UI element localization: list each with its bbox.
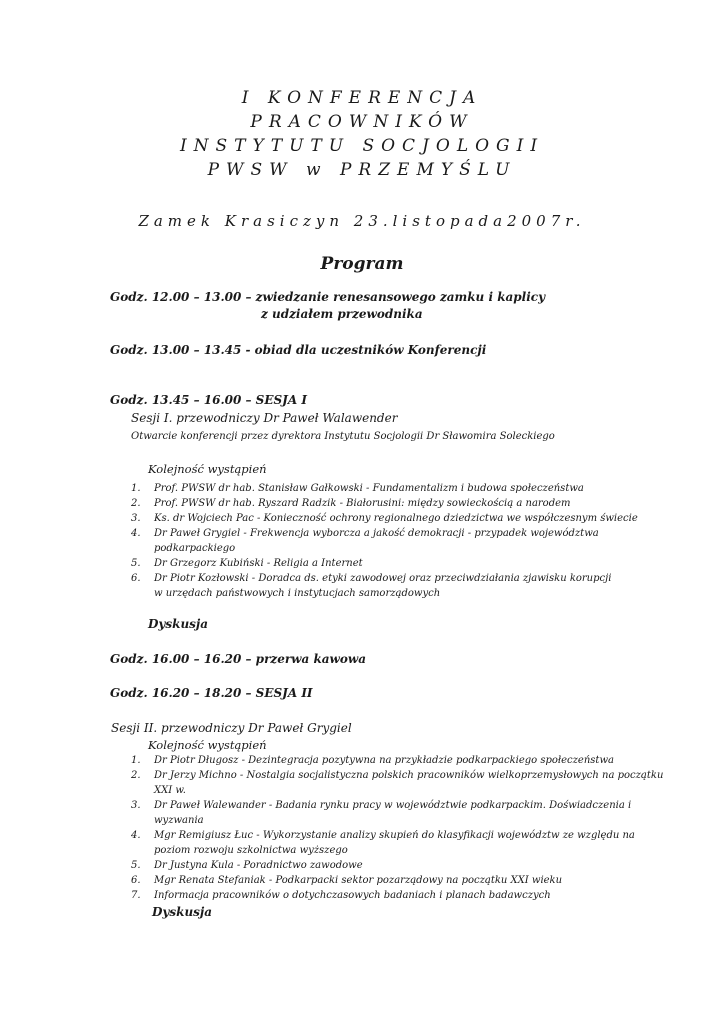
- session-1-talk-1-number: 1.: [131, 483, 141, 494]
- session-1-talk-4-line2: podkarpackiego: [154, 543, 236, 554]
- session-1-talk-6-line2: w urzędach państwowych i instytucjach samorządowych: [154, 588, 441, 599]
- session-2-talk-4-line2: poziom rozwoju szkolnictwa wyższego: [154, 845, 348, 856]
- session-1-talk-5: Dr Grzegorz Kubiński - Religia a Internet: [154, 558, 363, 569]
- program-heading: Program: [320, 254, 404, 274]
- title-line-1: I KONFERENCJA: [241, 88, 483, 108]
- session-1-talk-3-number: 3.: [131, 513, 141, 524]
- session-1-talk-2-number: 2.: [131, 498, 141, 509]
- venue-date: Zamek Krasiczyn 23.listopada2007r.: [138, 212, 586, 230]
- session-1-chair: Sesji I. przewodniczy Dr Paweł Walawender: [131, 411, 398, 425]
- session-1-talk-4-number: 4.: [131, 528, 141, 539]
- session-1-talk-6-line1: Dr Piotr Kozłowski - Doradca ds. etyki zawodowej oraz przeciwdziałania zjawisku korupcji: [154, 573, 612, 584]
- session-1-discussion: Dyskusja: [148, 617, 209, 631]
- session-2-talk-5: Dr Justyna Kula - Poradnictwo zawodowe: [154, 860, 363, 871]
- session-1-talk-3: Ks. dr Wojciech Pac - Konieczność ochrony regionalnego dziedzictwa we współczesnym świecie: [154, 513, 638, 524]
- session-2-chair: Sesji II. przewodniczy Dr Paweł Grygiel: [111, 721, 352, 735]
- conference-title: [0, 86, 724, 182]
- schedule-tour-line2: z udziałem przewodnika: [261, 307, 423, 321]
- session-2-talk-2-line1: Dr Jerzy Michno - Nostalgia socjalistyczna polskich pracowników wielkoprzemysłowych na początku: [154, 770, 664, 781]
- session-1-talk-2: Prof. PWSW dr hab. Ryszard Radzik - Białorusini: między sowieckością a narodem: [154, 498, 571, 509]
- session-2-talk-1: Dr Piotr Długosz - Dezintegracja pozytywna na przykładzie podkarpackiego społeczeństwa: [154, 755, 614, 766]
- session-1-order-heading: Kolejność wystąpień: [148, 462, 267, 476]
- session-2-talk-6: Mgr Renata Stefaniak - Podkarpacki sektor pozarządowy na początku XXI wieku: [154, 875, 563, 886]
- schedule-lunch: Godz. 13.00 – 13.45 - obiad dla uczestników Konferencji: [110, 343, 487, 357]
- session-1-talk-6-number: 6.: [131, 573, 141, 584]
- schedule-tour-line1: Godz. 12.00 – 13.00 – zwiedzanie renesansowego zamku i kaplicy: [110, 290, 546, 304]
- session-2-talk-6-number: 6.: [131, 875, 141, 886]
- session-2-discussion: Dyskusja: [152, 905, 213, 919]
- session-1-talk-4-line1: Dr Paweł Grygiel - Frekwencja wyborcza a jakość demokracji - przypadek województwa: [154, 528, 599, 539]
- title-line-3: INSTYTUTU SOCJOLOGII: [179, 136, 545, 156]
- session-1-talk-5-number: 5.: [131, 558, 141, 569]
- session-2-talk-4-number: 4.: [131, 830, 141, 841]
- session-2-talk-3-line2: wyzwania: [154, 815, 204, 826]
- session-2-talk-3-line1: Dr Paweł Walewander - Badania rynku pracy w województwie podkarpackim. Doświadczenia i: [154, 800, 632, 811]
- session-2-talk-7-number: 7.: [131, 890, 141, 901]
- schedule-session-1: Godz. 13.45 – 16.00 – SESJA I: [110, 393, 307, 407]
- schedule-session-2: Godz. 16.20 – 18.20 – SESJA II: [110, 686, 313, 700]
- session-2-order-heading: Kolejność wystąpień: [148, 738, 267, 752]
- session-1-opening: Otwarcie konferencji przez dyrektora Instytutu Socjologii Dr Sławomira Soleckiego: [131, 431, 555, 442]
- session-2-talk-1-number: 1.: [131, 755, 141, 766]
- session-2-talk-2-number: 2.: [131, 770, 141, 781]
- session-1-talk-1: Prof. PWSW dr hab. Stanisław Gałkowski - Fundamentalizm i budowa społeczeństwa: [154, 483, 584, 494]
- schedule-coffee-break: Godz. 16.00 – 16.20 – przerwa kawowa: [110, 652, 366, 666]
- session-2-talk-2-line2: XXI w.: [154, 785, 186, 796]
- session-2-talk-5-number: 5.: [131, 860, 141, 871]
- title-line-4: PWSW w PRZEMYŚLU: [207, 160, 517, 180]
- session-2-talk-4-line1: Mgr Remigiusz Łuc - Wykorzystanie analizy skupień do klasyfikacji województw ze względu na: [154, 830, 635, 841]
- session-2-talk-3-number: 3.: [131, 800, 141, 811]
- title-line-2: PRACOWNIKÓW: [250, 112, 474, 132]
- session-2-talk-7: Informacja pracowników o dotychczasowych badaniach i planach badawczych: [154, 890, 551, 901]
